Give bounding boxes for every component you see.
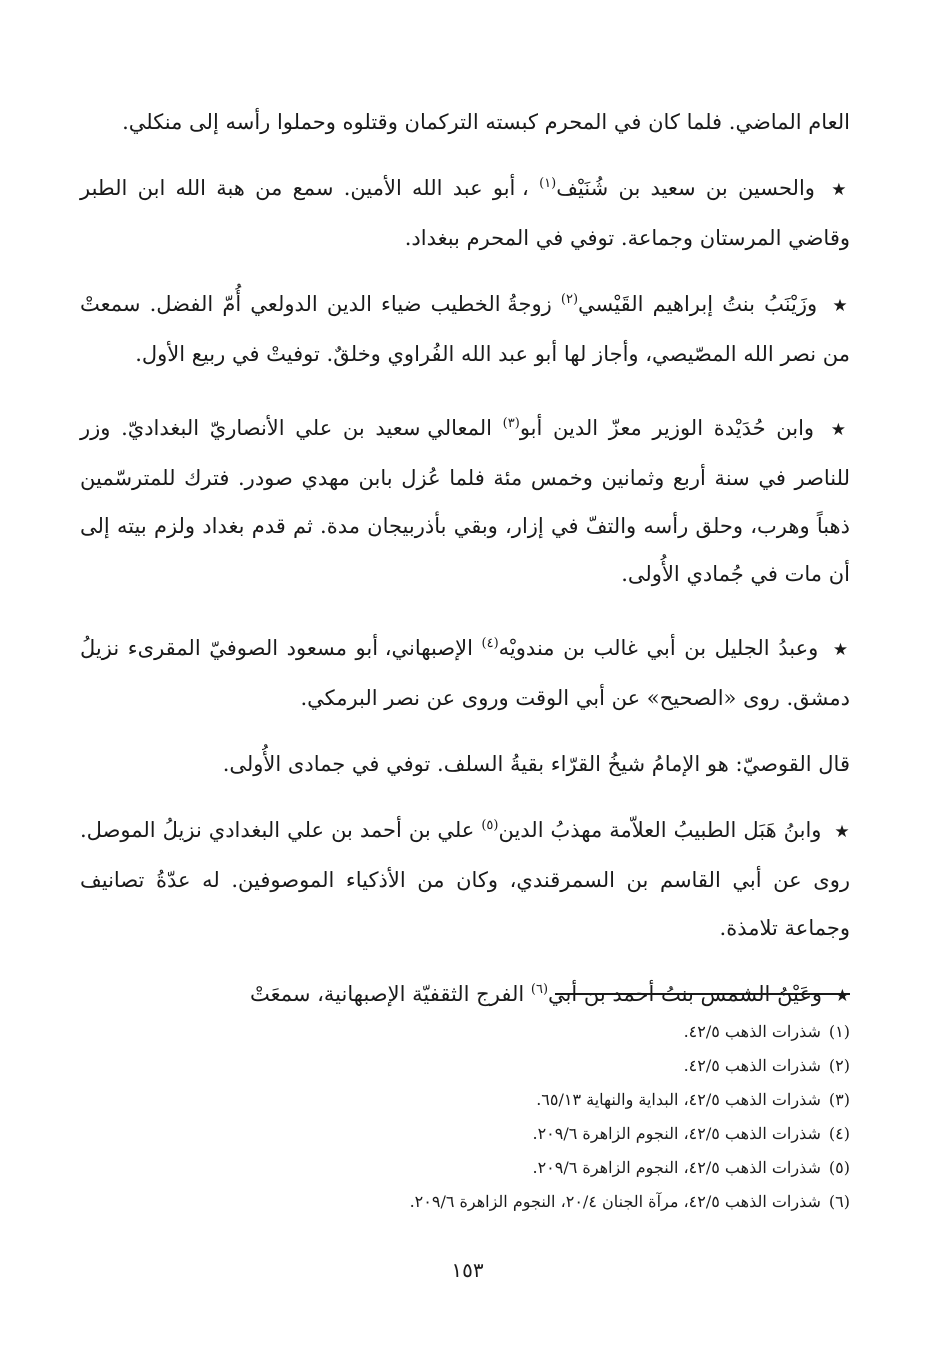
- quote-qusi: [80, 740, 850, 788]
- entry-ibn-hudayda: [80, 404, 850, 598]
- footnote-item: [80, 1015, 850, 1049]
- entry-zaynab-bint-ibrahim: [80, 280, 850, 378]
- footnote-number: (٣): [828, 1090, 850, 1109]
- footnote-text: شذرات الذهب ٤٢/٥، البداية والنهاية ٦٥/١٣.: [536, 1090, 821, 1109]
- footnote-ref[interactable]: (١): [539, 176, 557, 191]
- page-number: ١٥٣: [451, 1258, 484, 1282]
- footnote-text: شذرات الذهب ٤٢/٥، النجوم الزاهرة ٢٠٩/٦.: [532, 1124, 821, 1143]
- entry-text: وزَيْنَبُ بنتُ إبراهيم القَيْسي: [578, 292, 818, 316]
- entry-text: الإصبهاني، أبو مسعود الصوفيّ المقرىء نزيلُ دمشق. روى «الصحيح» عن أبي الوقت وروى عن نصر البرمكي.: [80, 636, 850, 710]
- footnote-ref[interactable]: (٦): [530, 982, 549, 997]
- entry-ibn-habal: [80, 806, 850, 952]
- footnote-ref[interactable]: (٢): [560, 292, 579, 307]
- entry-text: وعَيْنُ الشمس بنتُ أحمد بن أبي: [548, 982, 823, 1006]
- paragraph-continuation: [80, 98, 850, 146]
- footnote-text: شذرات الذهب ٤٢/٥، مرآة الجنان ٢٠/٤، النجوم الزاهرة ٢٠٩/٦.: [409, 1192, 821, 1211]
- entry-text: وابن حُدَيْدة الوزير معزّ الدين أبو: [519, 416, 815, 440]
- entry-text: وابنُ هَبَل الطبيبُ العلاّمة مهذبُ الدين: [498, 818, 822, 842]
- main-text: [80, 98, 850, 1038]
- star-icon: ★: [834, 822, 850, 842]
- star-icon: ★: [834, 986, 850, 1006]
- entry-text: المعالي سعيد بن علي الأنصاريّ البغداديّ. وزر للناصر في سنة أربع وثمانين وخمس مئة فلما عُزل بابن مهدي صودر. فترك للمترسّمين ذهباً وهرب، وحلق رأسه والتفّ في إزار، وبقي بأذربيجان مدة. ثم قدم بغداد ولزم بيته إلى أن مات في جُمادي الأُولى.: [80, 416, 850, 586]
- star-icon: ★: [831, 180, 850, 200]
- entry-text: الفرج الثقفيّة الإصبهانية، سمعَتْ: [249, 982, 525, 1006]
- paragraph-text: العام الماضي. فلما كان في المحرم كبسته التركمان وقتلوه وحملوا رأسه إلى منكلي.: [122, 110, 850, 134]
- footnote-number: (٥): [828, 1158, 850, 1177]
- star-icon: ★: [832, 296, 850, 316]
- entry-text: وعبدُ الجليل بن أبي غالب بن مندويْه: [498, 636, 819, 660]
- footnote-ref[interactable]: (٤): [481, 636, 499, 651]
- paragraph-text: قال القوصيّ: هو الإمامُ شيخُ القرّاء بقيةُ السلف. توفي في جمادى الأُولى.: [222, 752, 850, 776]
- footnote-number: (١): [828, 1022, 850, 1041]
- footnote-number: (٢): [828, 1056, 850, 1075]
- entry-ayn-al-shams: [80, 970, 850, 1020]
- footnotes-list: [80, 1015, 850, 1219]
- entry-text: ، أبو عبد الله الأمين. سمع من هبة الله ابن الطبر وقاضي المرستان وجماعة. توفي في المحرم ببغداد.: [80, 176, 850, 250]
- footnote-item: [80, 1049, 850, 1083]
- entry-text: زوجةُ الخطيب ضياء الدين الدولعي أُمّ الفضل. سمعتْ من نصر الله المصّيصي، وأجاز لها أبو عبد الله الفُراوي وخلقٌ. توفيتْ في ربيع الأول.: [80, 292, 850, 366]
- footnote-item: [80, 1117, 850, 1151]
- footnote-text: شذرات الذهب ٤٢/٥.: [683, 1022, 821, 1041]
- entry-abd-al-jalil: [80, 624, 850, 722]
- entry-text: والحسين بن سعيد بن شُنَيْف: [556, 176, 815, 200]
- footnote-item: [80, 1083, 850, 1117]
- footnote-ref[interactable]: (٥): [481, 818, 499, 833]
- footnote-text: شذرات الذهب ٤٢/٥، النجوم الزاهرة ٢٠٩/٦.: [532, 1158, 821, 1177]
- footnote-text: شذرات الذهب ٤٢/٥.: [683, 1056, 821, 1075]
- footnote-number: (٦): [828, 1192, 850, 1211]
- footnote-divider: [555, 993, 850, 995]
- footnote-ref[interactable]: (٣): [502, 416, 520, 431]
- entry-husayn-ibn-said: [80, 164, 850, 262]
- star-icon: ★: [832, 640, 851, 660]
- footnote-number: (٤): [828, 1124, 850, 1143]
- entry-text: علي بن أحمد بن علي البغدادي نزيلُ الموصل. روى عن أبي القاسم بن السمرقندي، وكان من الأذكياء الموصوفين. له عدّةُ تصانيف وجماعة تلامذة.: [80, 818, 850, 940]
- footnote-item: [80, 1185, 850, 1219]
- star-icon: ★: [830, 420, 850, 440]
- footnote-item: [80, 1151, 850, 1185]
